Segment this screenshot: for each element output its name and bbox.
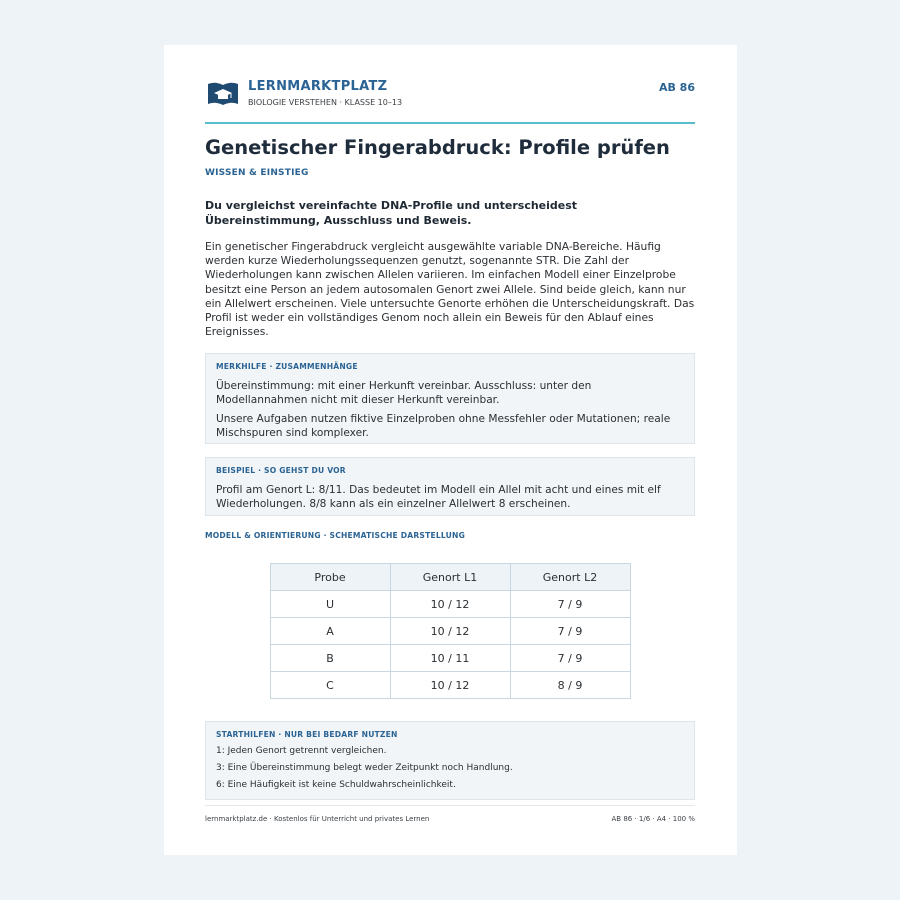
merkhilfe-box [205, 353, 695, 444]
beispiel-title: BEISPIEL · SO GEHST DU VOR [216, 466, 346, 476]
beispiel-text: Profil am Genort L: 8/11. Das bedeutet im Modell ein Allel mit acht und eines mit elf Wiederholungen. 8/8 kann als ein einzelner Allelwert 8 erscheinen. [216, 484, 661, 511]
page-title: Genetischer Fingerabdruck: Profile prüfen [205, 136, 670, 159]
footer-page-info: AB 86 · 1/6 · A4 · 100 % [611, 815, 695, 823]
starthilfen-title: STARTHILFEN · NUR BEI BEDARF NUTZEN [216, 730, 398, 740]
beispiel-box [205, 457, 695, 516]
hint-item: 6: Eine Häufigkeit ist keine Schuldwahrscheinlichkeit. [216, 780, 456, 791]
table-cell: A [270, 618, 390, 645]
starthilfen-box [205, 721, 695, 800]
table-cell: 10 / 12 [390, 672, 510, 699]
table-cell: 10 / 12 [390, 591, 510, 618]
merkhilfe-title: MERKHILFE · ZUSAMMENHÄNGE [216, 362, 358, 372]
graduation-book-icon [207, 81, 239, 107]
table-cell: 7 / 9 [510, 645, 630, 672]
dna-profile-table [270, 563, 631, 699]
hint-item: 3: Eine Übereinstimmung belegt weder Zeitpunkt noch Handlung. [216, 763, 513, 774]
table-row [270, 672, 630, 699]
model-section-label: MODELL & ORIENTIERUNG · SCHEMATISCHE DARSTELLUNG [205, 531, 466, 541]
merkhilfe-text-1: Übereinstimmung: mit einer Herkunft vereinbar. Ausschluss: unter den Modellannahmen nicht mit dieser Herkunft vereinbar. [216, 380, 592, 407]
table-header-cell: Genort L1 [390, 564, 510, 591]
footer-site-text: lernmarktplatz.de · Kostenlos für Unterricht und privates Lernen [205, 815, 430, 823]
merkhilfe-text-2: Unsere Aufgaben nutzen fiktive Einzelproben ohne Messfehler oder Mutationen; reale Mischspuren sind komplexer. [216, 413, 671, 440]
lead-paragraph: Du vergleichst vereinfachte DNA-Profile und unterscheidest Übereinstimmung, Ausschluss und Beweis. [205, 199, 578, 227]
table-cell: 10 / 12 [390, 618, 510, 645]
table-row [270, 645, 630, 672]
table-header-row [270, 564, 630, 591]
page-header [205, 45, 695, 124]
worksheet-page [164, 45, 737, 855]
table-cell: U [270, 591, 390, 618]
brand-subtitle: BIOLOGIE VERSTEHEN · KLASSE 10–13 [248, 98, 403, 107]
hint-item: 1: Jeden Genort getrennt vergleichen. [216, 746, 387, 757]
table-row [270, 591, 630, 618]
table-cell: 7 / 9 [510, 591, 630, 618]
table-cell: C [270, 672, 390, 699]
table-cell: 7 / 9 [510, 618, 630, 645]
table-header-cell: Probe [270, 564, 390, 591]
table-header-cell: Genort L2 [510, 564, 630, 591]
table-cell: 10 / 11 [390, 645, 510, 672]
table-cell: B [270, 645, 390, 672]
intro-paragraph: Ein genetischer Fingerabdruck vergleicht ausgewählte variable DNA-Bereiche. Häufig werden kurze Wiederholungssequenzen genutzt, sogenannte STR. Die Zahl der Wiederholungen kann zwischen Allelen variieren. Im einfachen Modell einer Einzelprobe besitzt eine Person an jedem autosomalen Genort zwei Allele. Sind beide gleich, kann nur ein Allelwert erscheinen. Viele untersuchte Genorte erhöhen die Unterscheidungskraft. Das Profil ist weder ein vollständiges Genom noch allein ein Beweis für den Ablauf eines Ereignisses. [205, 240, 695, 339]
brand-name: LERNMARKTPLATZ [248, 79, 388, 94]
section-kicker: WISSEN & EINSTIEG [205, 168, 309, 178]
worksheet-code: AB 86 [658, 81, 695, 94]
page-footer [205, 805, 695, 823]
table-row [270, 618, 630, 645]
table-cell: 8 / 9 [510, 672, 630, 699]
